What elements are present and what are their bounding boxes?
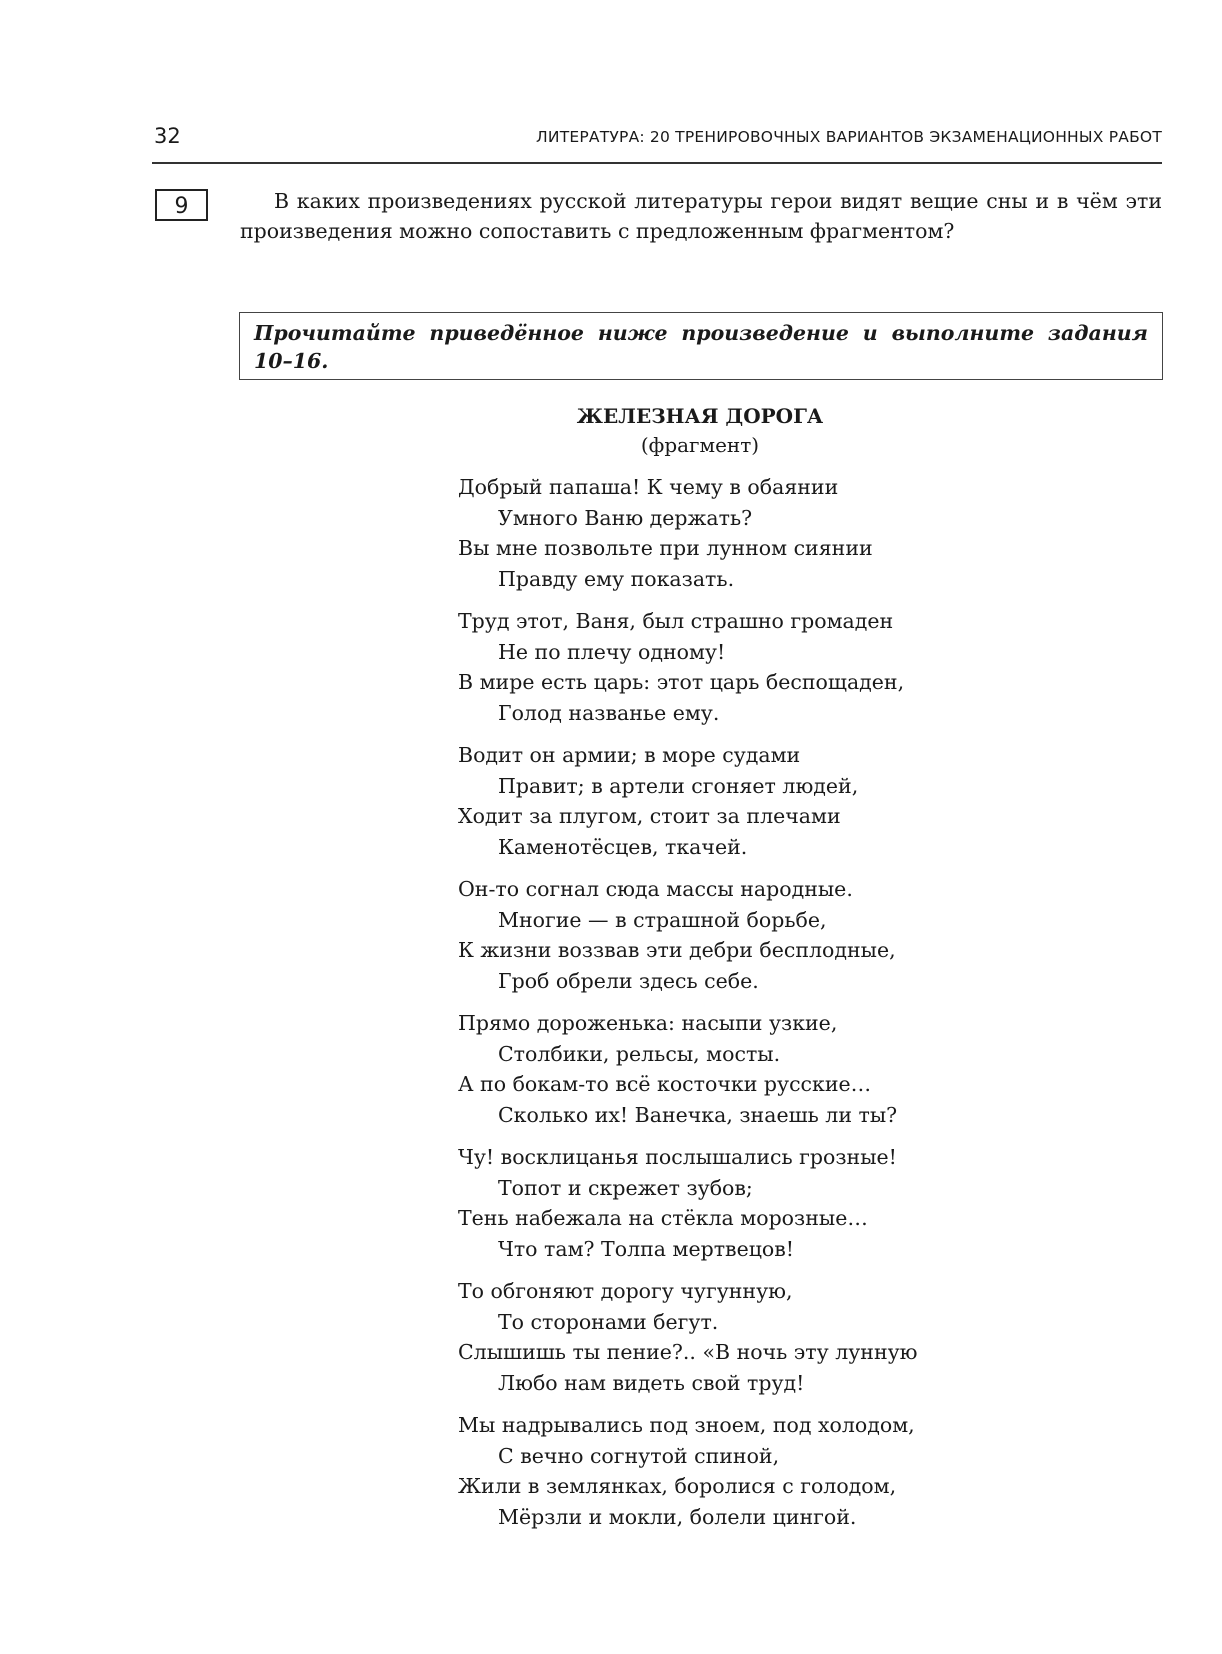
poem-line: Голод названье ему. bbox=[498, 700, 720, 725]
poem-subtitle: (фрагмент) bbox=[640, 433, 760, 457]
stanza bbox=[458, 1410, 918, 1532]
poem-line: Что там? Толпа мертвецов! bbox=[498, 1236, 795, 1261]
stanza bbox=[458, 1008, 918, 1130]
poem-line: Мёрзли и мокли, болели цингой. bbox=[498, 1504, 857, 1529]
poem-line: Любо нам видеть свой труд! bbox=[498, 1370, 805, 1395]
poem-body bbox=[458, 472, 918, 1544]
poem-line: Сколько их! Ванечка, знаешь ли ты? bbox=[498, 1102, 898, 1127]
poem-title: ЖЕЛЕЗНАЯ ДОРОГА bbox=[576, 404, 824, 428]
poem-line: Водит он армии; в море судами bbox=[458, 743, 801, 767]
poem-line: Каменотёсцев, ткачей. bbox=[498, 834, 748, 859]
page-number: 32 bbox=[154, 124, 181, 148]
poem-line: Правит; в артели сгоняет людей, bbox=[498, 773, 859, 798]
poem-line: Столбики, рельсы, мосты. bbox=[498, 1041, 781, 1066]
poem-line: Ходит за плугом, стоит за плечами bbox=[458, 804, 841, 828]
poem-line: Не по плечу одному! bbox=[498, 639, 726, 664]
poem-line: К жизни воззвав эти дебри бесплодные, bbox=[458, 938, 896, 962]
question-number-box: 9 bbox=[155, 189, 208, 221]
poem-line: Топот и скрежет зубов; bbox=[498, 1175, 753, 1200]
instruction-box: Прочитайте приведённое ниже произведение и выполните задания 10–16. bbox=[239, 312, 1163, 380]
poem-line: Чу! восклицанья послышались грозные! bbox=[458, 1145, 897, 1169]
poem-line: Умного Ваню держать? bbox=[498, 505, 753, 530]
poem-line: А по бокам-то всё косточки русские… bbox=[458, 1072, 872, 1096]
poem-line: То сторонами бегут. bbox=[498, 1309, 719, 1334]
stanza bbox=[458, 606, 918, 728]
book-title: ЛИТЕРАТУРА: 20 ТРЕНИРОВОЧНЫХ ВАРИАНТОВ ЭКЗАМЕНАЦИОННЫХ РАБОТ bbox=[536, 128, 1162, 146]
poem-line: Слышишь ты пение?.. «В ночь эту лунную bbox=[458, 1340, 918, 1364]
poem-line: Вы мне позвольте при лунном сиянии bbox=[458, 536, 873, 560]
poem-line: Прямо дороженька: насыпи узкие, bbox=[458, 1011, 838, 1035]
poem-line: Гроб обрели здесь себе. bbox=[498, 968, 759, 993]
poem-line: Мы надрывались под зноем, под холодом, bbox=[458, 1413, 915, 1437]
stanza bbox=[458, 1276, 918, 1398]
poem-line: В мире есть царь: этот царь беспощаден, bbox=[458, 670, 905, 694]
poem-line: Добрый папаша! К чему в обаянии bbox=[458, 475, 839, 499]
stanza bbox=[458, 740, 918, 862]
poem-line: С вечно согнутой спиной, bbox=[498, 1443, 780, 1468]
poem-line: Правду ему показать. bbox=[498, 566, 735, 591]
stanza bbox=[458, 1142, 918, 1264]
poem-line: Он-то согнал сюда массы народные. bbox=[458, 877, 853, 901]
poem-line: Тень набежала на стёкла морозные… bbox=[458, 1206, 868, 1230]
poem-line: То обгоняют дорогу чугунную, bbox=[458, 1279, 793, 1303]
stanza bbox=[458, 472, 918, 594]
poem-line: Труд этот, Ваня, был страшно громаден bbox=[458, 609, 894, 633]
question-text: В каких произведениях русской литературы герои видят вещие сны и в чём эти произведения можно сопоставить с предложенным фрагментом? bbox=[240, 189, 1162, 243]
page-header bbox=[152, 122, 1162, 164]
poem-line: Жили в землянках, боролися с голодом, bbox=[458, 1474, 897, 1498]
poem-line: Многие — в страшной борьбе, bbox=[498, 907, 827, 932]
stanza bbox=[458, 874, 918, 996]
